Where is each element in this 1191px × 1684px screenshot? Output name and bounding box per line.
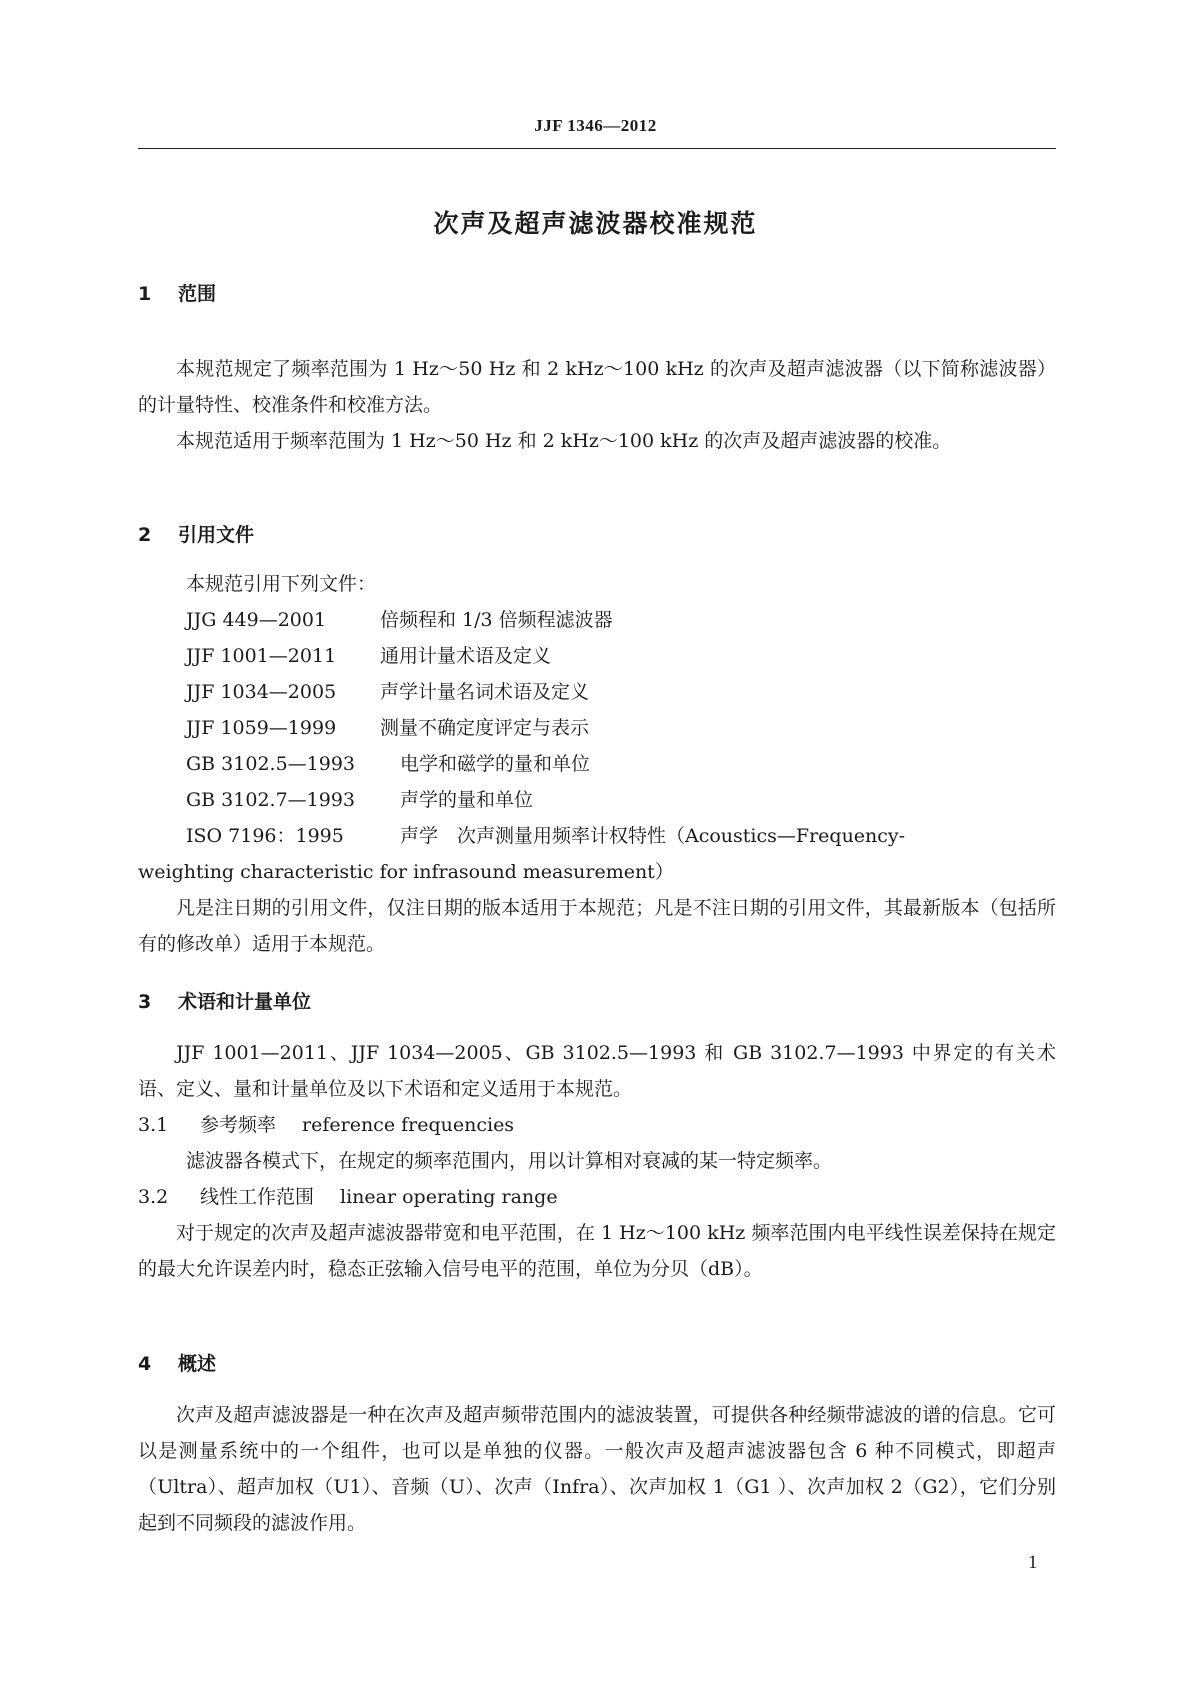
term-3-2-definition: 对于规定的次声及超声滤波器带宽和电平范围，在 1 Hz～100 kHz 频率范围内电平线性误差保持在规定的最大允许误差内时，稳态正弦输入信号电平的范围，单位为分贝（dB）。 bbox=[138, 1222, 1056, 1280]
reference-code: JJF 1034—2005 bbox=[186, 681, 337, 703]
section-number: 1 bbox=[138, 283, 152, 305]
header-rule bbox=[138, 148, 1056, 149]
reference-item bbox=[138, 674, 1104, 710]
term-3-1-heading bbox=[138, 1107, 1056, 1143]
references-note: 凡是注日期的引用文件，仅注日期的版本适用于本规范；凡是不注日期的引用文件，其最新版本（包括所有的修改单）适用于本规范。 bbox=[138, 897, 1056, 955]
reference-name: 倍频程和 1/3 倍频程滤波器 bbox=[380, 609, 613, 631]
reference-code: JJF 1001—2011 bbox=[186, 645, 337, 667]
section-number: 4 bbox=[138, 1353, 152, 1375]
section-3-heading bbox=[138, 987, 1056, 1014]
reference-code: GB 3102.5—1993 bbox=[186, 753, 356, 775]
reference-item bbox=[138, 782, 1104, 818]
section-4-heading bbox=[138, 1349, 1056, 1376]
reference-code: JJG 449—2001 bbox=[186, 609, 327, 631]
section-1-heading bbox=[138, 279, 1056, 306]
reference-code: JJF 1059—1999 bbox=[186, 717, 337, 739]
reference-item-iso bbox=[138, 818, 1104, 854]
references-intro: 本规范引用下列文件： bbox=[186, 573, 377, 595]
section-1-paragraph-2: 本规范适用于频率范围为 1 Hz～50 Hz 和 2 kHz～100 kHz 的次声及超声滤波器的校准。 bbox=[176, 430, 952, 452]
section-title: 概述 bbox=[178, 1353, 217, 1375]
running-header: JJF 1346—2012 bbox=[534, 116, 657, 135]
page-number: 1 bbox=[1028, 1552, 1038, 1573]
section-title: 术语和计量单位 bbox=[178, 991, 312, 1013]
reference-name: 通用计量术语及定义 bbox=[380, 645, 552, 667]
term-number: 3.2 bbox=[138, 1186, 169, 1208]
section-2-heading bbox=[138, 520, 1056, 547]
section-1-paragraph-1: 本规范规定了频率范围为 1 Hz～50 Hz 和 2 kHz～100 kHz 的次声及超声滤波器（以下简称滤波器）的计量特性、校准条件和校准方法。 bbox=[138, 358, 1056, 416]
section-title: 范围 bbox=[178, 283, 217, 305]
term-3-1-definition: 滤波器各模式下，在规定的频率范围内，用以计算相对衰减的某一特定频率。 bbox=[186, 1150, 833, 1172]
term-english: linear operating range bbox=[340, 1186, 558, 1208]
section-4-paragraph: 次声及超声滤波器是一种在次声及超声频带范围内的滤波装置，可提供各种经频带滤波的谱的信息。它可以是测量系统中的一个组件，也可以是单独的仪器。一般次声及超声滤波器包含 6 种不同模式，即超声（Ultra）、超声加权（U1）、音频（U）、次声（Infra）、次声加权 1（G1 ）、次声加权 2（G2），它们分别起到不同频段的滤波作用。 bbox=[138, 1404, 1056, 1534]
reference-code: ISO 7196：1995 bbox=[186, 825, 344, 847]
section-title: 引用文件 bbox=[178, 524, 255, 546]
reference-item bbox=[138, 638, 1104, 674]
term-number: 3.1 bbox=[138, 1114, 169, 1136]
reference-item bbox=[138, 746, 1104, 782]
term-chinese: 参考频率 bbox=[200, 1114, 277, 1136]
reference-item-iso-continued: weighting characteristic for infrasound measurement） bbox=[138, 861, 674, 883]
reference-name: 测量不确定度评定与表示 bbox=[380, 717, 590, 739]
term-english: reference frequencies bbox=[302, 1114, 515, 1136]
reference-name: 声学计量名词术语及定义 bbox=[380, 681, 590, 703]
term-3-2-heading bbox=[138, 1179, 1056, 1215]
reference-name: 声学的量和单位 bbox=[400, 789, 534, 811]
reference-item bbox=[138, 710, 1104, 746]
reference-code: GB 3102.7—1993 bbox=[186, 789, 356, 811]
term-chinese: 线性工作范围 bbox=[200, 1186, 315, 1208]
reference-item bbox=[138, 602, 1104, 638]
section-number: 2 bbox=[138, 524, 152, 546]
section-3-intro: JJF 1001—2011、JJF 1034—2005、GB 3102.5—1993 和 GB 3102.7—1993 中界定的有关术语、定义、量和计量单位及以下术语和定义适用于本规范。 bbox=[138, 1042, 1056, 1100]
document-title: 次声及超声滤波器校准规范 bbox=[433, 209, 758, 238]
reference-name: 电学和磁学的量和单位 bbox=[400, 753, 591, 775]
section-number: 3 bbox=[138, 991, 152, 1013]
reference-name: 声学 次声测量用频率计权特性（Acoustics—Frequency- bbox=[400, 825, 906, 847]
